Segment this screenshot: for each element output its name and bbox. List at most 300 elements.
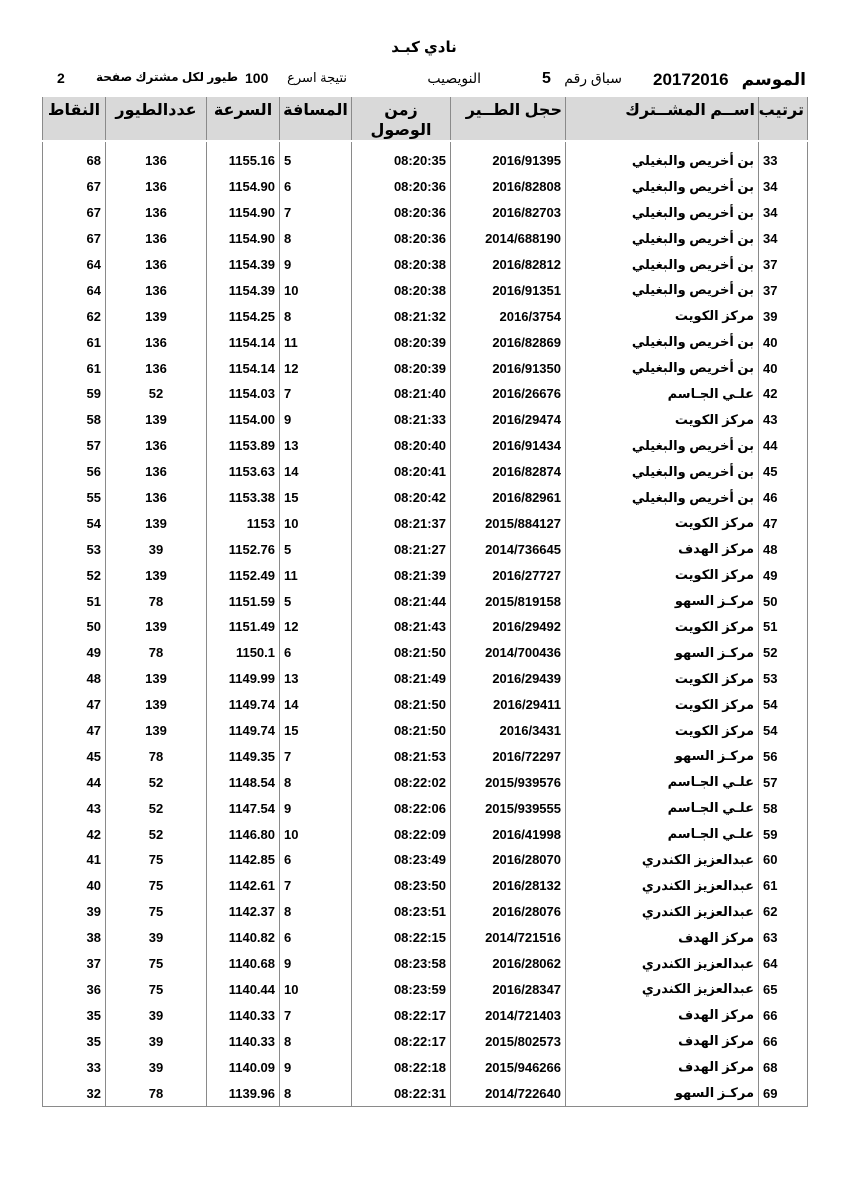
race-label: سباق رقم [564, 70, 622, 86]
distance-cell: 7 [280, 381, 352, 407]
points-cell: 54 [43, 510, 106, 536]
bird-count-cell: 78 [106, 640, 207, 666]
distance-cell: 7 [280, 743, 352, 769]
distance-cell: 14 [280, 459, 352, 485]
bird-count-cell: 52 [106, 769, 207, 795]
result-count: 100 [245, 70, 269, 86]
distance-cell: 8 [280, 899, 352, 925]
bird-count-cell: 136 [106, 141, 207, 174]
table-row [43, 873, 808, 899]
bird-count-cell: 139 [106, 562, 207, 588]
points-cell: 49 [43, 640, 106, 666]
rank-cell: 57 [759, 769, 808, 795]
member-name-cell: مركز الكويت [566, 614, 759, 640]
member-name-cell: بن أخريص والبغيلي [566, 141, 759, 174]
arrival-time-cell: 08:22:02 [352, 769, 451, 795]
member-name-cell: بن أخريص والبغيلي [566, 459, 759, 485]
points-cell: 37 [43, 951, 106, 977]
speed-cell: 1152.76 [207, 536, 280, 562]
bird-count-cell: 52 [106, 795, 207, 821]
ring-number-cell: 2014/736645 [451, 536, 566, 562]
member-name-cell: مركز الكويت [566, 303, 759, 329]
points-cell: 58 [43, 407, 106, 433]
distance-cell: 10 [280, 277, 352, 303]
speed-cell: 1140.33 [207, 1028, 280, 1054]
arrival-time-cell: 08:20:36 [352, 200, 451, 226]
rank-cell: 48 [759, 536, 808, 562]
distance-cell: 9 [280, 252, 352, 278]
speed-cell: 1154.90 [207, 226, 280, 252]
ring-number-cell: 2016/29439 [451, 666, 566, 692]
table-row [43, 355, 808, 381]
table-row [43, 174, 808, 200]
points-cell: 47 [43, 692, 106, 718]
rank-cell: 58 [759, 795, 808, 821]
table-row [43, 1002, 808, 1028]
distance-cell: 10 [280, 977, 352, 1003]
arrival-time-cell: 08:20:39 [352, 355, 451, 381]
speed-cell: 1151.59 [207, 588, 280, 614]
ring-number-cell: 2014/700436 [451, 640, 566, 666]
member-name-cell: مركز الهدف [566, 536, 759, 562]
bird-count-cell: 78 [106, 588, 207, 614]
arrival-time-cell: 08:22:17 [352, 1002, 451, 1028]
speed-cell: 1146.80 [207, 821, 280, 847]
rank-cell: 34 [759, 226, 808, 252]
arrival-time-cell: 08:21:40 [352, 381, 451, 407]
points-cell: 35 [43, 1028, 106, 1054]
points-cell: 67 [43, 200, 106, 226]
arrival-time-cell: 08:21:44 [352, 588, 451, 614]
table-row [43, 692, 808, 718]
ring-number-cell: 2016/82812 [451, 252, 566, 278]
speed-cell: 1154.00 [207, 407, 280, 433]
points-cell: 47 [43, 718, 106, 744]
speed-cell: 1155.16 [207, 141, 280, 174]
arrival-time-cell: 08:21:33 [352, 407, 451, 433]
bird-count-cell: 139 [106, 303, 207, 329]
points-cell: 56 [43, 459, 106, 485]
table-row [43, 407, 808, 433]
col-distance-header: المسافة [280, 97, 352, 141]
table-row [43, 200, 808, 226]
ring-number-cell: 2016/41998 [451, 821, 566, 847]
ring-number-cell: 2016/28062 [451, 951, 566, 977]
arrival-time-cell: 08:23:58 [352, 951, 451, 977]
bird-count-cell: 75 [106, 951, 207, 977]
arrival-time-cell: 08:20:39 [352, 329, 451, 355]
ring-number-cell: 2016/82703 [451, 200, 566, 226]
points-cell: 53 [43, 536, 106, 562]
points-cell: 59 [43, 381, 106, 407]
arrival-time-cell: 08:22:17 [352, 1028, 451, 1054]
table-row [43, 252, 808, 278]
speed-cell: 1150.1 [207, 640, 280, 666]
bird-count-cell: 39 [106, 925, 207, 951]
arrival-time-cell: 08:21:53 [352, 743, 451, 769]
speed-cell: 1153.63 [207, 459, 280, 485]
points-cell: 32 [43, 1080, 106, 1106]
points-cell: 55 [43, 485, 106, 511]
rank-cell: 54 [759, 718, 808, 744]
speed-cell: 1140.09 [207, 1054, 280, 1080]
table-row [43, 614, 808, 640]
distance-cell: 12 [280, 614, 352, 640]
distance-cell: 8 [280, 303, 352, 329]
speed-cell: 1154.14 [207, 355, 280, 381]
distance-cell: 9 [280, 1054, 352, 1080]
member-name-cell: مركـز السهو [566, 640, 759, 666]
member-name-cell: بن أخريص والبغيلي [566, 485, 759, 511]
speed-cell: 1149.35 [207, 743, 280, 769]
ring-number-cell: 2014/721403 [451, 1002, 566, 1028]
speed-cell: 1149.99 [207, 666, 280, 692]
bird-count-cell: 75 [106, 847, 207, 873]
arrival-time-cell: 08:21:37 [352, 510, 451, 536]
rank-cell: 40 [759, 355, 808, 381]
points-cell: 67 [43, 226, 106, 252]
rank-cell: 64 [759, 951, 808, 977]
arrival-time-cell: 08:21:50 [352, 692, 451, 718]
result-label: نتيجة اسرع [287, 70, 347, 85]
per-member-label: طيور لكل مشترك صفحة [96, 70, 238, 84]
arrival-time-cell: 08:21:50 [352, 718, 451, 744]
member-name-cell: بن أخريص والبغيلي [566, 433, 759, 459]
table-row [43, 459, 808, 485]
arrival-time-cell: 08:21:27 [352, 536, 451, 562]
table-row [43, 718, 808, 744]
arrival-time-cell: 08:23:59 [352, 977, 451, 1003]
bird-count-cell: 139 [106, 718, 207, 744]
speed-cell: 1154.90 [207, 174, 280, 200]
table-row [43, 640, 808, 666]
speed-cell: 1149.74 [207, 692, 280, 718]
rank-cell: 40 [759, 329, 808, 355]
ring-number-cell: 2016/26676 [451, 381, 566, 407]
arrival-time-cell: 08:20:36 [352, 226, 451, 252]
distance-cell: 11 [280, 329, 352, 355]
rank-cell: 37 [759, 252, 808, 278]
rank-cell: 56 [759, 743, 808, 769]
bird-count-cell: 136 [106, 459, 207, 485]
distance-cell: 8 [280, 1080, 352, 1106]
speed-cell: 1154.90 [207, 200, 280, 226]
rank-cell: 42 [759, 381, 808, 407]
member-name-cell: بن أخريص والبغيلي [566, 226, 759, 252]
bird-count-cell: 136 [106, 226, 207, 252]
table-row [43, 588, 808, 614]
member-name-cell: عبدالعزيز الكندري [566, 873, 759, 899]
bird-count-cell: 39 [106, 536, 207, 562]
points-cell: 39 [43, 899, 106, 925]
col-points-header: النقاط [43, 97, 106, 141]
points-cell: 61 [43, 355, 106, 381]
arrival-time-cell: 08:22:18 [352, 1054, 451, 1080]
table-row [43, 951, 808, 977]
points-cell: 62 [43, 303, 106, 329]
table-row [43, 899, 808, 925]
distance-cell: 7 [280, 873, 352, 899]
arrival-time-cell: 08:20:40 [352, 433, 451, 459]
distance-cell: 14 [280, 692, 352, 718]
ring-number-cell: 2015/802573 [451, 1028, 566, 1054]
points-cell: 52 [43, 562, 106, 588]
points-cell: 38 [43, 925, 106, 951]
arrival-time-cell: 08:23:49 [352, 847, 451, 873]
points-cell: 48 [43, 666, 106, 692]
ring-number-cell: 2016/91395 [451, 141, 566, 174]
bird-count-cell: 75 [106, 873, 207, 899]
rank-cell: 45 [759, 459, 808, 485]
race-number: 5 [542, 70, 551, 87]
rank-cell: 50 [759, 588, 808, 614]
table-row [43, 1054, 808, 1080]
bird-count-cell: 139 [106, 666, 207, 692]
arrival-time-cell: 08:22:06 [352, 795, 451, 821]
table-row [43, 1028, 808, 1054]
distance-cell: 12 [280, 355, 352, 381]
ring-number-cell: 2016/82961 [451, 485, 566, 511]
table-row [43, 743, 808, 769]
points-cell: 45 [43, 743, 106, 769]
bird-count-cell: 52 [106, 821, 207, 847]
table-row [43, 666, 808, 692]
distance-cell: 10 [280, 821, 352, 847]
member-name-cell: بن أخريص والبغيلي [566, 329, 759, 355]
ring-number-cell: 2014/688190 [451, 226, 566, 252]
season-label: الموسم [741, 70, 806, 89]
rank-cell: 63 [759, 925, 808, 951]
member-name-cell: مركز الكويت [566, 407, 759, 433]
member-name-cell: مركـز السهو [566, 1080, 759, 1106]
speed-cell: 1154.14 [207, 329, 280, 355]
table-row [43, 381, 808, 407]
distance-cell: 6 [280, 925, 352, 951]
member-name-cell: عبدالعزيز الكندري [566, 951, 759, 977]
member-name-cell: علـي الجـاسم [566, 381, 759, 407]
rank-cell: 47 [759, 510, 808, 536]
member-name-cell: مركز الكويت [566, 666, 759, 692]
bird-count-cell: 39 [106, 1002, 207, 1028]
rank-cell: 69 [759, 1080, 808, 1106]
member-name-cell: عبدالعزيز الكندري [566, 847, 759, 873]
ring-number-cell: 2016/91350 [451, 355, 566, 381]
member-name-cell: عبدالعزيز الكندري [566, 977, 759, 1003]
ring-number-cell: 2016/82874 [451, 459, 566, 485]
ring-number-cell: 2016/91434 [451, 433, 566, 459]
member-name-cell: مركز الكويت [566, 692, 759, 718]
bird-count-cell: 75 [106, 977, 207, 1003]
arrival-time-cell: 08:20:35 [352, 141, 451, 174]
rank-cell: 43 [759, 407, 808, 433]
ring-number-cell: 2016/28132 [451, 873, 566, 899]
distance-cell: 13 [280, 433, 352, 459]
distance-cell: 15 [280, 718, 352, 744]
distance-cell: 10 [280, 510, 352, 536]
distance-cell: 11 [280, 562, 352, 588]
member-name-cell: مركز الهدف [566, 925, 759, 951]
rank-cell: 46 [759, 485, 808, 511]
table-row [43, 303, 808, 329]
bird-count-cell: 136 [106, 277, 207, 303]
distance-cell: 9 [280, 951, 352, 977]
arrival-time-cell: 08:20:36 [352, 174, 451, 200]
season-value: 20172016 [653, 70, 729, 89]
member-name-cell: بن أخريص والبغيلي [566, 200, 759, 226]
ring-number-cell: 2015/939555 [451, 795, 566, 821]
speed-cell: 1153 [207, 510, 280, 536]
bird-count-cell: 136 [106, 174, 207, 200]
ring-number-cell: 2016/91351 [451, 277, 566, 303]
distance-cell: 8 [280, 1028, 352, 1054]
distance-cell: 6 [280, 640, 352, 666]
speed-cell: 1140.82 [207, 925, 280, 951]
speed-cell: 1139.96 [207, 1080, 280, 1106]
arrival-time-cell: 08:21:39 [352, 562, 451, 588]
rank-cell: 52 [759, 640, 808, 666]
bird-count-cell: 139 [106, 407, 207, 433]
distance-cell: 5 [280, 141, 352, 174]
rank-cell: 60 [759, 847, 808, 873]
page-number: 2 [57, 70, 65, 86]
speed-cell: 1154.39 [207, 277, 280, 303]
ring-number-cell: 2015/884127 [451, 510, 566, 536]
ring-number-cell: 2016/28076 [451, 899, 566, 925]
ring-number-cell: 2016/82869 [451, 329, 566, 355]
table-row [43, 1080, 808, 1106]
distance-cell: 13 [280, 666, 352, 692]
bird-count-cell: 78 [106, 1080, 207, 1106]
points-cell: 36 [43, 977, 106, 1003]
col-birds-header: عددالطيور [106, 97, 207, 141]
distance-cell: 6 [280, 847, 352, 873]
arrival-time-cell: 08:20:42 [352, 485, 451, 511]
rank-cell: 51 [759, 614, 808, 640]
points-cell: 64 [43, 277, 106, 303]
member-name-cell: مركز الكويت [566, 562, 759, 588]
points-cell: 40 [43, 873, 106, 899]
ring-number-cell: 2016/28070 [451, 847, 566, 873]
speed-cell: 1154.03 [207, 381, 280, 407]
points-cell: 68 [43, 141, 106, 174]
speed-cell: 1152.49 [207, 562, 280, 588]
bird-count-cell: 136 [106, 200, 207, 226]
bird-count-cell: 136 [106, 433, 207, 459]
rank-cell: 34 [759, 200, 808, 226]
speed-cell: 1154.25 [207, 303, 280, 329]
points-cell: 43 [43, 795, 106, 821]
table-row [43, 769, 808, 795]
arrival-time-cell: 08:22:15 [352, 925, 451, 951]
table-row [43, 226, 808, 252]
ring-number-cell: 2016/29474 [451, 407, 566, 433]
table-row [43, 821, 808, 847]
points-cell: 67 [43, 174, 106, 200]
bird-count-cell: 78 [106, 743, 207, 769]
speed-cell: 1140.68 [207, 951, 280, 977]
table-row [43, 329, 808, 355]
rank-cell: 39 [759, 303, 808, 329]
member-name-cell: مركز الهدف [566, 1002, 759, 1028]
member-name-cell: مركز الكويت [566, 718, 759, 744]
member-name-cell: عبدالعزيز الكندري [566, 899, 759, 925]
arrival-time-cell: 08:21:43 [352, 614, 451, 640]
distance-cell: 7 [280, 1002, 352, 1028]
rank-cell: 59 [759, 821, 808, 847]
rank-cell: 66 [759, 1028, 808, 1054]
speed-cell: 1153.38 [207, 485, 280, 511]
arrival-time-cell: 08:20:41 [352, 459, 451, 485]
arrival-time-cell: 08:23:51 [352, 899, 451, 925]
ring-number-cell: 2016/3754 [451, 303, 566, 329]
rank-cell: 44 [759, 433, 808, 459]
distance-cell: 5 [280, 536, 352, 562]
rank-cell: 49 [759, 562, 808, 588]
member-name-cell: بن أخريص والبغيلي [566, 355, 759, 381]
distance-cell: 8 [280, 769, 352, 795]
member-name-cell: مركز الكويت [566, 510, 759, 536]
table-row [43, 795, 808, 821]
col-time-header: زمن الوصول [352, 97, 451, 141]
bird-count-cell: 136 [106, 252, 207, 278]
points-cell: 50 [43, 614, 106, 640]
table-row [43, 141, 808, 174]
rank-cell: 34 [759, 174, 808, 200]
arrival-time-cell: 08:21:49 [352, 666, 451, 692]
table-row [43, 847, 808, 873]
table-row [43, 277, 808, 303]
speed-cell: 1142.37 [207, 899, 280, 925]
bird-count-cell: 52 [106, 381, 207, 407]
ring-number-cell: 2016/29492 [451, 614, 566, 640]
table-row [43, 485, 808, 511]
bird-count-cell: 39 [106, 1028, 207, 1054]
speed-cell: 1154.39 [207, 252, 280, 278]
rank-cell: 68 [759, 1054, 808, 1080]
points-cell: 33 [43, 1054, 106, 1080]
rank-cell: 66 [759, 1002, 808, 1028]
ring-number-cell: 2015/819158 [451, 588, 566, 614]
arrival-time-cell: 08:21:50 [352, 640, 451, 666]
bird-count-cell: 139 [106, 692, 207, 718]
col-rank-header: ترتيب [759, 97, 808, 141]
speed-cell: 1142.85 [207, 847, 280, 873]
ring-number-cell: 2016/3431 [451, 718, 566, 744]
distance-cell: 8 [280, 226, 352, 252]
points-cell: 44 [43, 769, 106, 795]
ring-number-cell: 2016/27727 [451, 562, 566, 588]
member-name-cell: مركز الهدف [566, 1028, 759, 1054]
points-cell: 42 [43, 821, 106, 847]
rank-cell: 33 [759, 141, 808, 174]
ring-number-cell: 2016/72297 [451, 743, 566, 769]
col-speed-header: السرعة [207, 97, 280, 141]
arrival-time-cell: 08:20:38 [352, 252, 451, 278]
speed-cell: 1142.61 [207, 873, 280, 899]
col-name-header: اســم المشــترك [566, 97, 759, 141]
member-name-cell: علـي الجـاسم [566, 821, 759, 847]
distance-cell: 7 [280, 200, 352, 226]
member-name-cell: علـي الجـاسم [566, 795, 759, 821]
col-ring-header: حجل الطــير [451, 97, 566, 141]
member-name-cell: مركز الهدف [566, 1054, 759, 1080]
bird-count-cell: 136 [106, 355, 207, 381]
distance-cell: 15 [280, 485, 352, 511]
speed-cell: 1140.44 [207, 977, 280, 1003]
arrival-time-cell: 08:20:38 [352, 277, 451, 303]
ring-number-cell: 2014/721516 [451, 925, 566, 951]
arrival-time-cell: 08:22:31 [352, 1080, 451, 1106]
